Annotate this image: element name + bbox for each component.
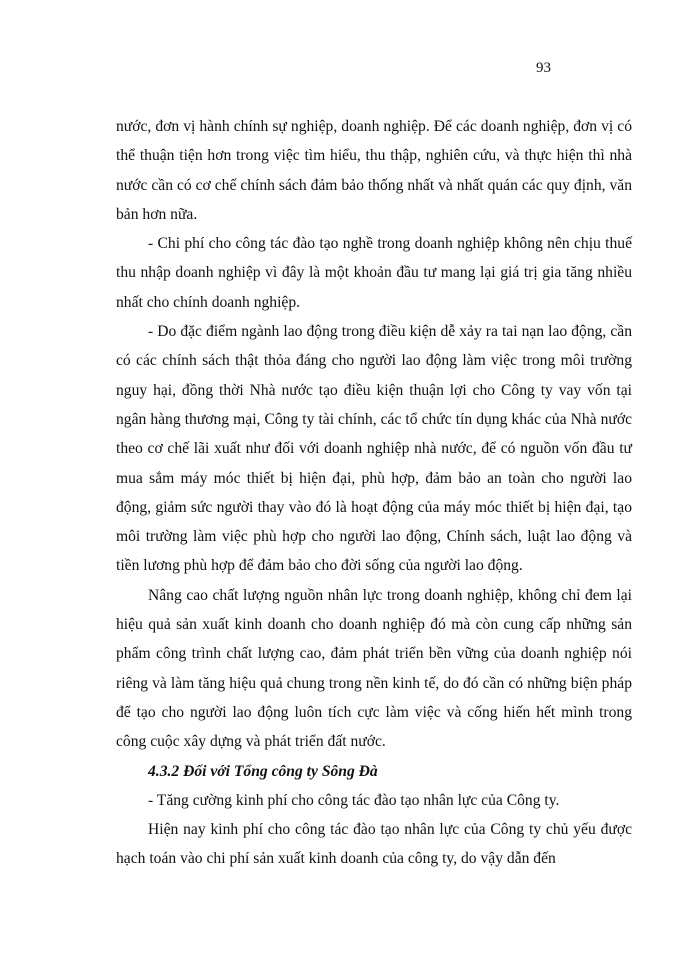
- paragraph-training-tax: - Chi phí cho công tác đào tạo nghề trong doanh nghiệp không nên chịu thuế thu nhập doanh nghiệp vì đây là một khoản đầu tư mang lại giá trị gia tăng nhiều nhất cho chính doanh nghiệp.: [116, 235, 632, 311]
- document-body: [116, 112, 632, 874]
- page-number: 93: [536, 60, 551, 76]
- paragraph-training-budget: - Tăng cường kinh phí cho công tác đào tạo nhân lực của Công ty.: [148, 791, 560, 809]
- paragraph-labor-policy: - Do đặc điểm ngành lao động trong điều kiện dễ xảy ra tai nạn lao động, cần có các chính sách thật thỏa đáng cho người lao động làm việc trong môi trường nguy hại, đồng thời Nhà nước tạo điều kiện thuận lợi cho Công ty vay vốn tại ngân hàng thương mại, Công ty tài chính, các tổ chức tín dụng khác của Nhà nước theo cơ chế lãi xuất như đối với doanh nghiệp nhà nước, để có nguồn vốn đầu tư mua sắm máy móc thiết bị hiện đại, phù hợp, đảm bảo an toàn cho người lao động, giảm sức người thay vào đó là hoạt động của máy móc thiết bị hiện đại, tạo môi trường làm việc phù hợp cho người lao động, Chính sách, luật lao động và tiền lương phù hợp để đảm bảo cho đời sống của người lao động.: [116, 323, 632, 575]
- section-heading: 4.3.2 Đối với Tổng công ty Sông Đà: [148, 762, 378, 780]
- paragraph-hr-quality: Nâng cao chất lượng nguồn nhân lực trong doanh nghiệp, không chỉ đem lại hiệu quả sản xuất kinh doanh cho doanh nghiệp đó mà còn cung cấp những sản phẩm công trình chất lượng cao, đảm phát triển bền vững của doanh nghiệp nói riêng và làm tăng hiệu quả chung trong nền kinh tế, do đó cần có những biện pháp để tạo cho người lao động luôn tích cực làm việc và cống hiến hết mình trong công cuộc xây dựng và phát triển đất nước.: [116, 586, 632, 751]
- paragraph-current-funding: Hiện nay kinh phí cho công tác đào tạo nhân lực của Công ty chủ yếu được hạch toán vào chi phí sản xuất kinh doanh của công ty, do vậy dẫn đến: [116, 821, 632, 868]
- paragraph-continuation: nước, đơn vị hành chính sự nghiệp, doanh nghiệp. Để các doanh nghiệp, đơn vị có thể thuận tiện hơn trong việc tìm hiểu, thu thập, nghiên cứu, và thực hiện thì nhà nước cần có cơ chế chính sách đảm bảo thống nhất và nhất quán các quy định, văn bản hơn nữa.: [116, 118, 632, 223]
